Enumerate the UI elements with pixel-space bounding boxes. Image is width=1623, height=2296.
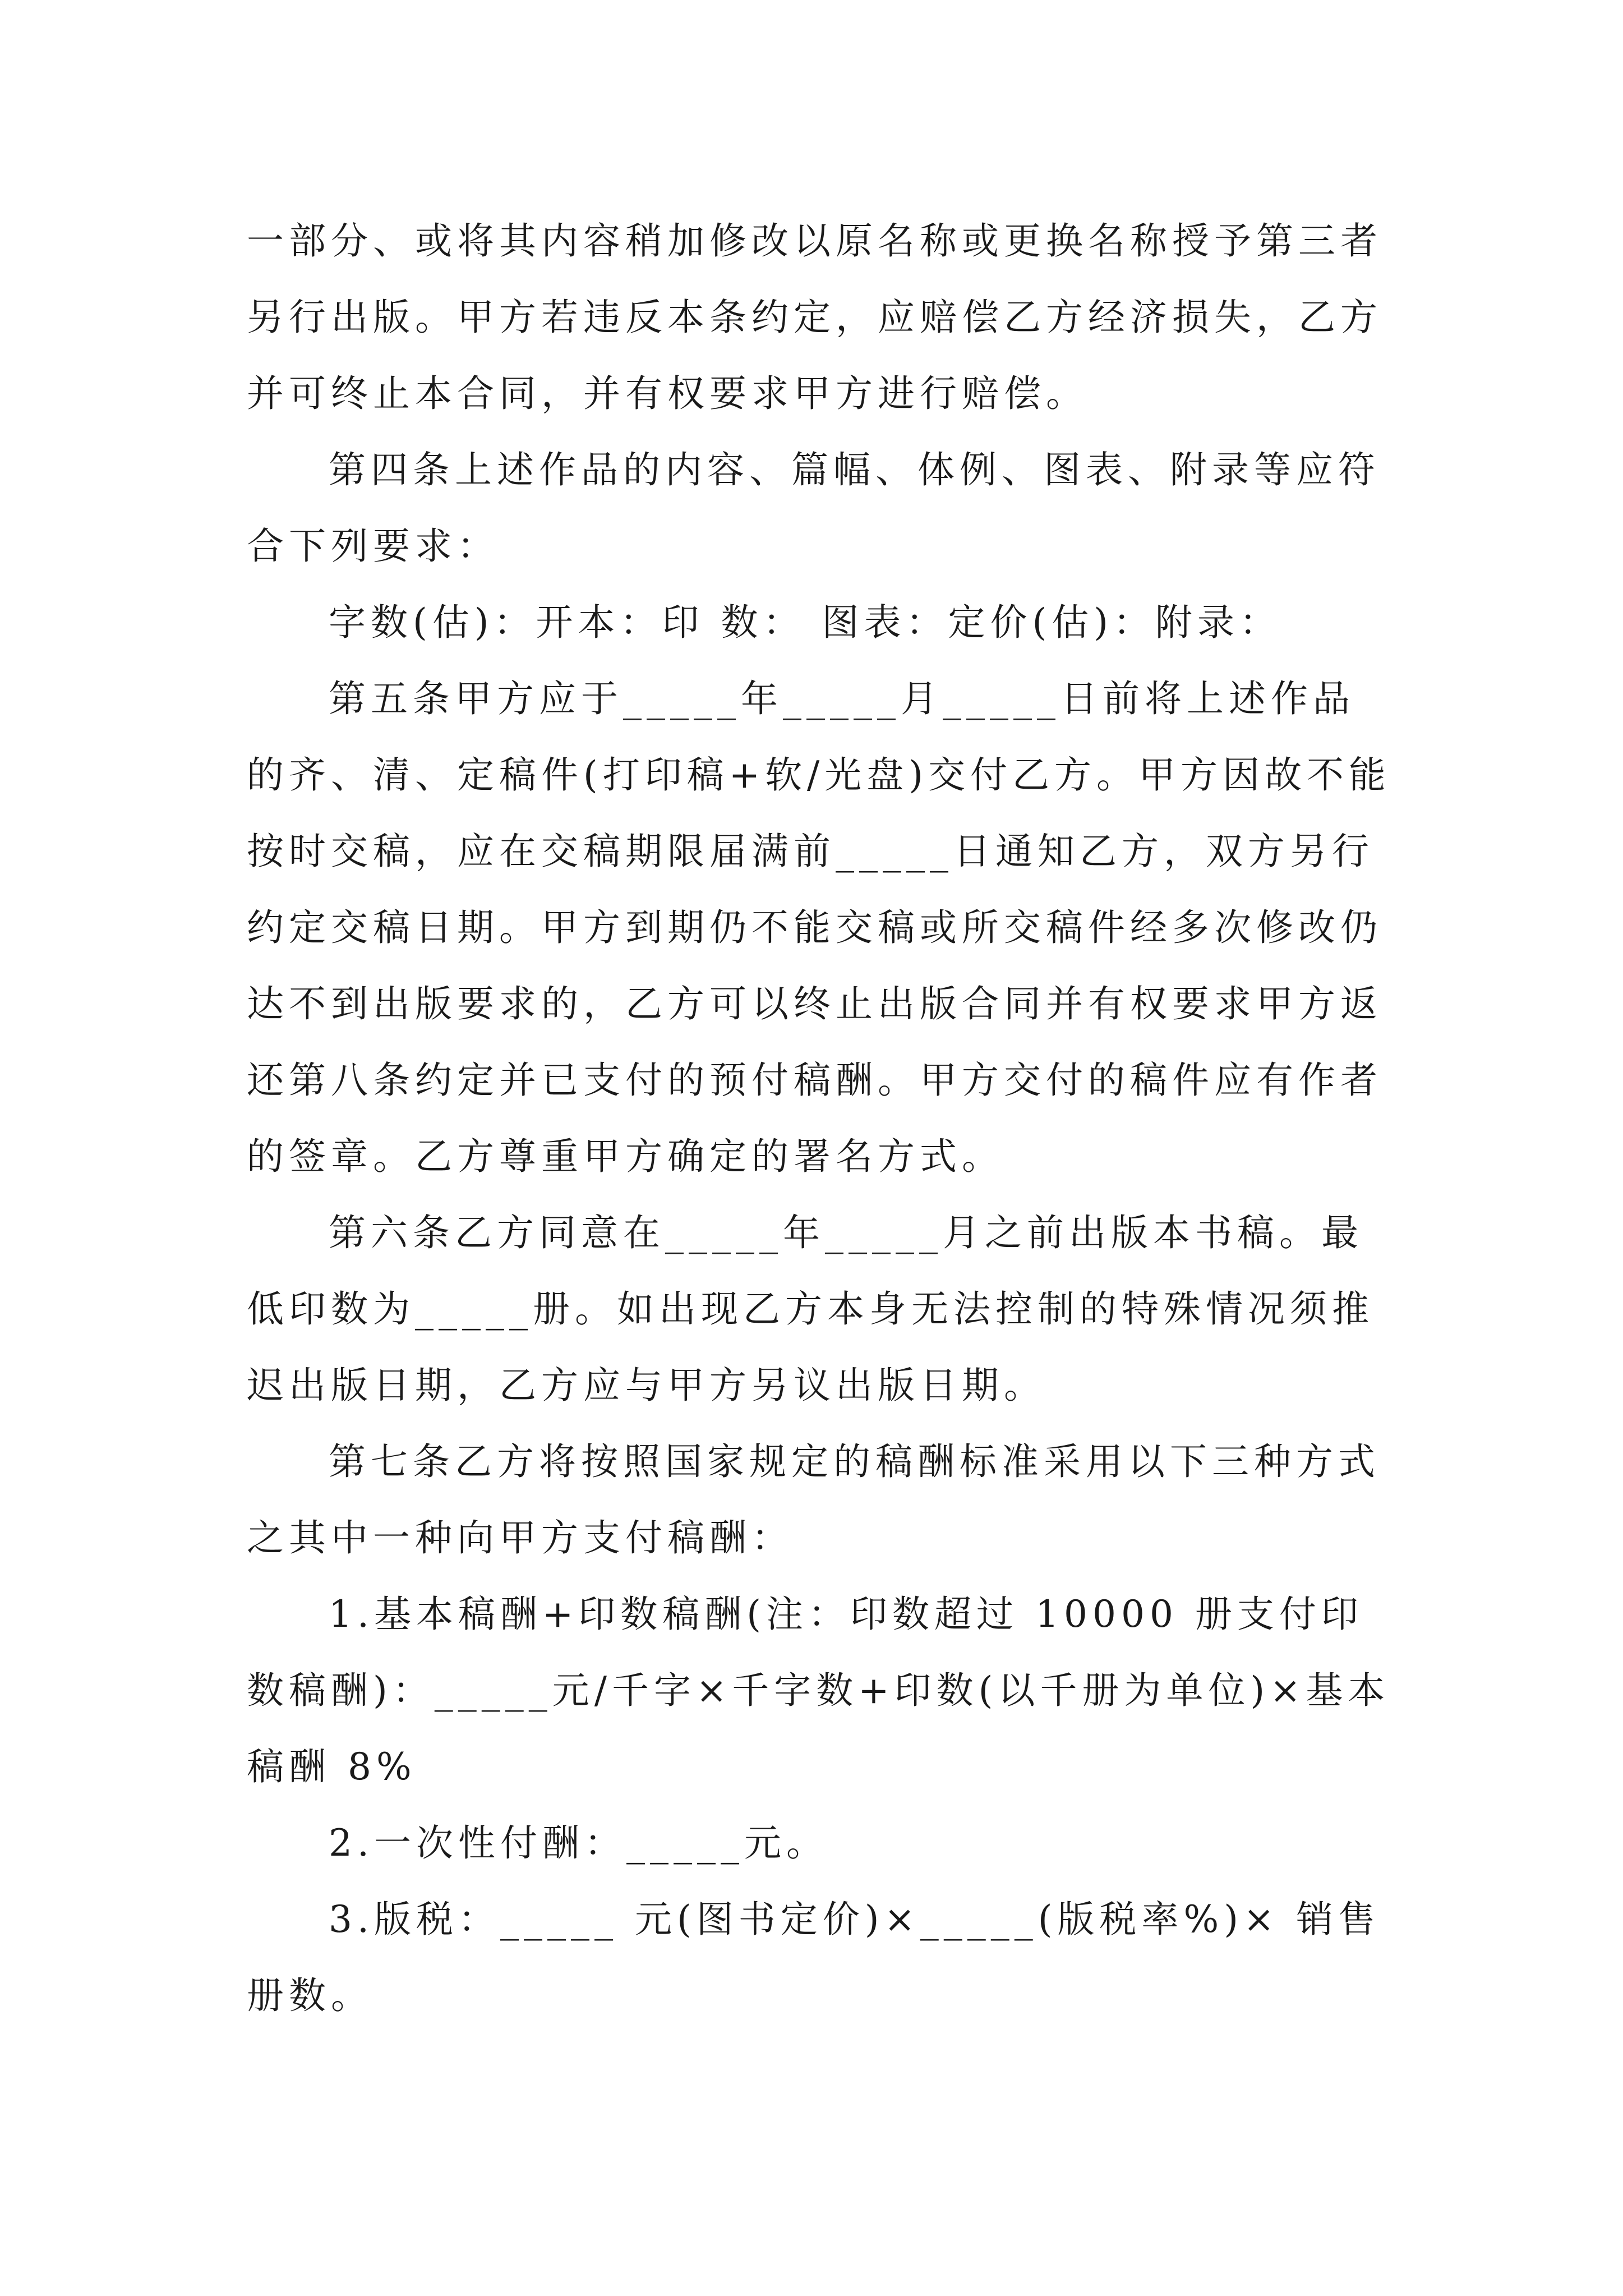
paragraph-article-7: 第七条乙方将按照国家规定的稿酬标准采用以下三种方式之其中一种向甲方支付稿酬： [247, 1440, 1380, 1559]
paragraph-continuation: 一部分、或将其内容稍加修改以原名称或更换名称授予第三者另行出版。甲方若违反本条约定，应赔偿乙方经济损失，乙方并可终止本合同，并有权要求甲方进行赔偿。 [247, 219, 1382, 415]
paragraph-requirements-list: 字数(估)：开本：印 数： 图表：定价(估)：附录： [329, 601, 1281, 644]
paragraph-payment-option-1: 1.基本稿酬+印数稿酬(注：印数超过 10000 册支付印数稿酬)：_____元/千字×千字数+印数(以千册为单位)×基本稿酬 8% [247, 1593, 1390, 1788]
paragraph-payment-option-2: 2.一次性付酬：_____元。 [329, 1821, 828, 1865]
paragraph-article-4: 第四条上述作品的内容、篇幅、体例、图表、附录等应符合下列要求： [247, 448, 1380, 568]
paragraph-article-5: 第五条甲方应于_____年_____月_____日前将上述作品的齐、清、定稿件(打印稿+软/光盘)交付乙方。甲方因故不能按时交稿，应在交稿期限届满前_____日通知乙方，双方另行约定交稿日期。甲方到期仍不能交稿或所交稿件经多次修改仍达不到出版要求的，乙方可以终止出版合同并有权要求甲方返还第八条约定并已支付的预付稿酬。甲方交付的稿件应有作者的签章。乙方尊重甲方确定的署名方式。 [247, 677, 1391, 1178]
paragraph-article-6: 第六条乙方同意在_____年_____月之前出版本书稿。最低印数为_____册。如出现乙方本身无法控制的特殊情况须推迟出版日期，乙方应与甲方另议出版日期。 [247, 1211, 1374, 1407]
document-body [247, 203, 1396, 2034]
paragraph-payment-option-3: 3.版税：_____ 元(图书定价)×_____(版税率%)× 销售册数。 [247, 1898, 1381, 2017]
